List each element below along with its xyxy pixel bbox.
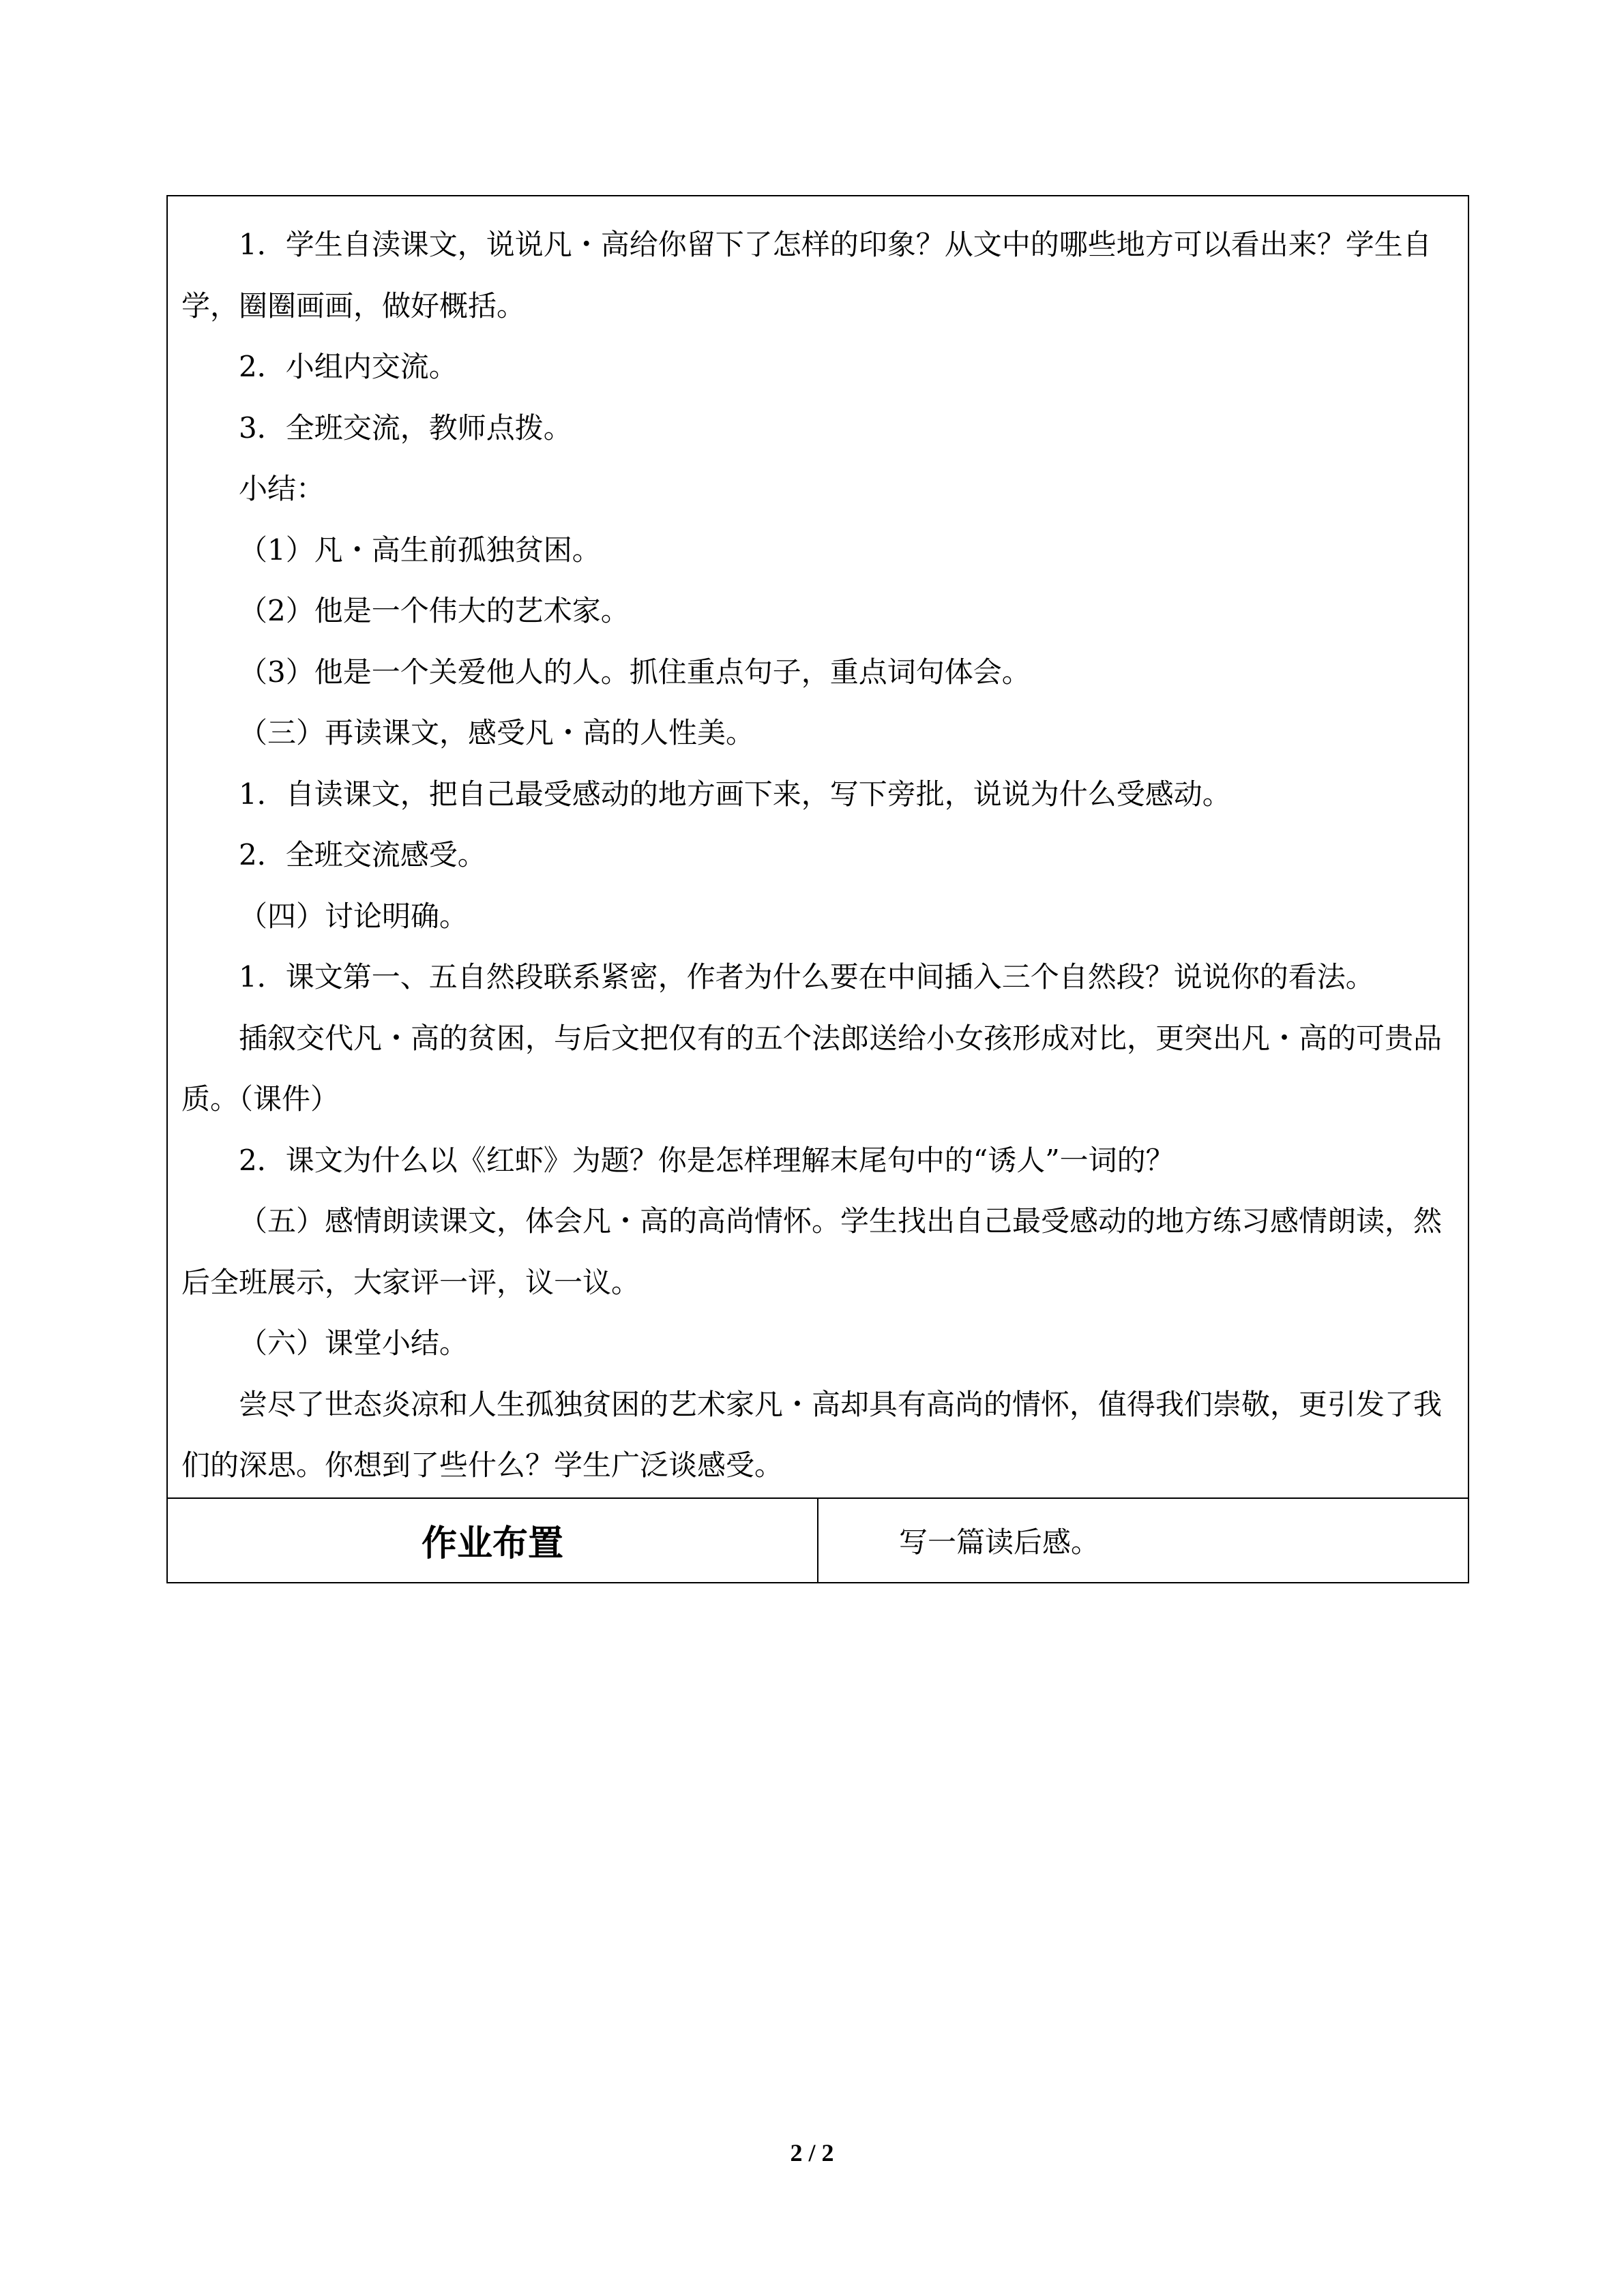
paragraph-11: （四）讨论明确。 [239, 899, 469, 933]
content-row [167, 196, 1468, 1498]
paragraph-12: 1．课文第一、五自然段联系紧密，作者为什么要在中间插入三个自然段？说说你的看法。 [239, 960, 1374, 994]
paragraph-2: 2．小组内交流。 [239, 350, 458, 383]
paragraph-17: 尝尽了世态炎凉和人生孤独贫困的艺术家凡・高却具有高尚的情怀，值得我们崇敬，更引发了我们的深思。你想到了些什么？学生广泛谈感受。 [181, 1387, 1443, 1482]
homework-label: 作业布置 [167, 1498, 818, 1583]
paragraph-5: （1）凡・高生前孤独贫困。 [239, 533, 601, 567]
paragraph-7: （3）他是一个关爱他人的人。抓住重点句子，重点词句体会。 [239, 655, 1031, 689]
paragraph-16: （六）课堂小结。 [239, 1326, 469, 1360]
paragraph-10: 2．全班交流感受。 [239, 838, 486, 871]
paragraph-13: 插叙交代凡・高的贫困，与后文把仅有的五个法郎送给小女孩形成对比，更突出凡・高的可贵品质。（课件） [181, 1021, 1443, 1116]
page-number: 2 / 2 [790, 2139, 834, 2166]
homework-row [167, 1498, 1468, 1583]
paragraph-3: 3．全班交流，教师点拨。 [239, 411, 572, 445]
paragraph-15: （五）感情朗读课文，体会凡・高的高尚情怀。学生找出自己最受感动的地方练习感情朗读，然后全班展示，大家评一评，议一议。 [181, 1204, 1443, 1299]
lesson-plan-table [166, 195, 1469, 1583]
paragraph-4: 小结： [239, 472, 325, 505]
paragraph-14: 2．课文为什么以《红虾》为题？你是怎样理解末尾句中的“诱人”一词的？ [239, 1143, 1175, 1177]
paragraph-8: （三）再读课文，感受凡・高的人性美。 [239, 716, 755, 749]
lesson-content-cell [167, 196, 1468, 1498]
homework-value: 写一篇读后感。 [818, 1498, 1468, 1583]
paragraph-9: 1．自读课文，把自己最受感动的地方画下来，写下旁批，说说为什么受感动。 [239, 777, 1231, 811]
paragraph-6: （2）他是一个伟大的艺术家。 [239, 594, 630, 627]
paragraph-1: 1．学生自渎课文，说说凡・高给你留下了怎样的印象？从文中的哪些地方可以看出来？学生自学，圈圈画画，做好概括。 [181, 228, 1432, 323]
